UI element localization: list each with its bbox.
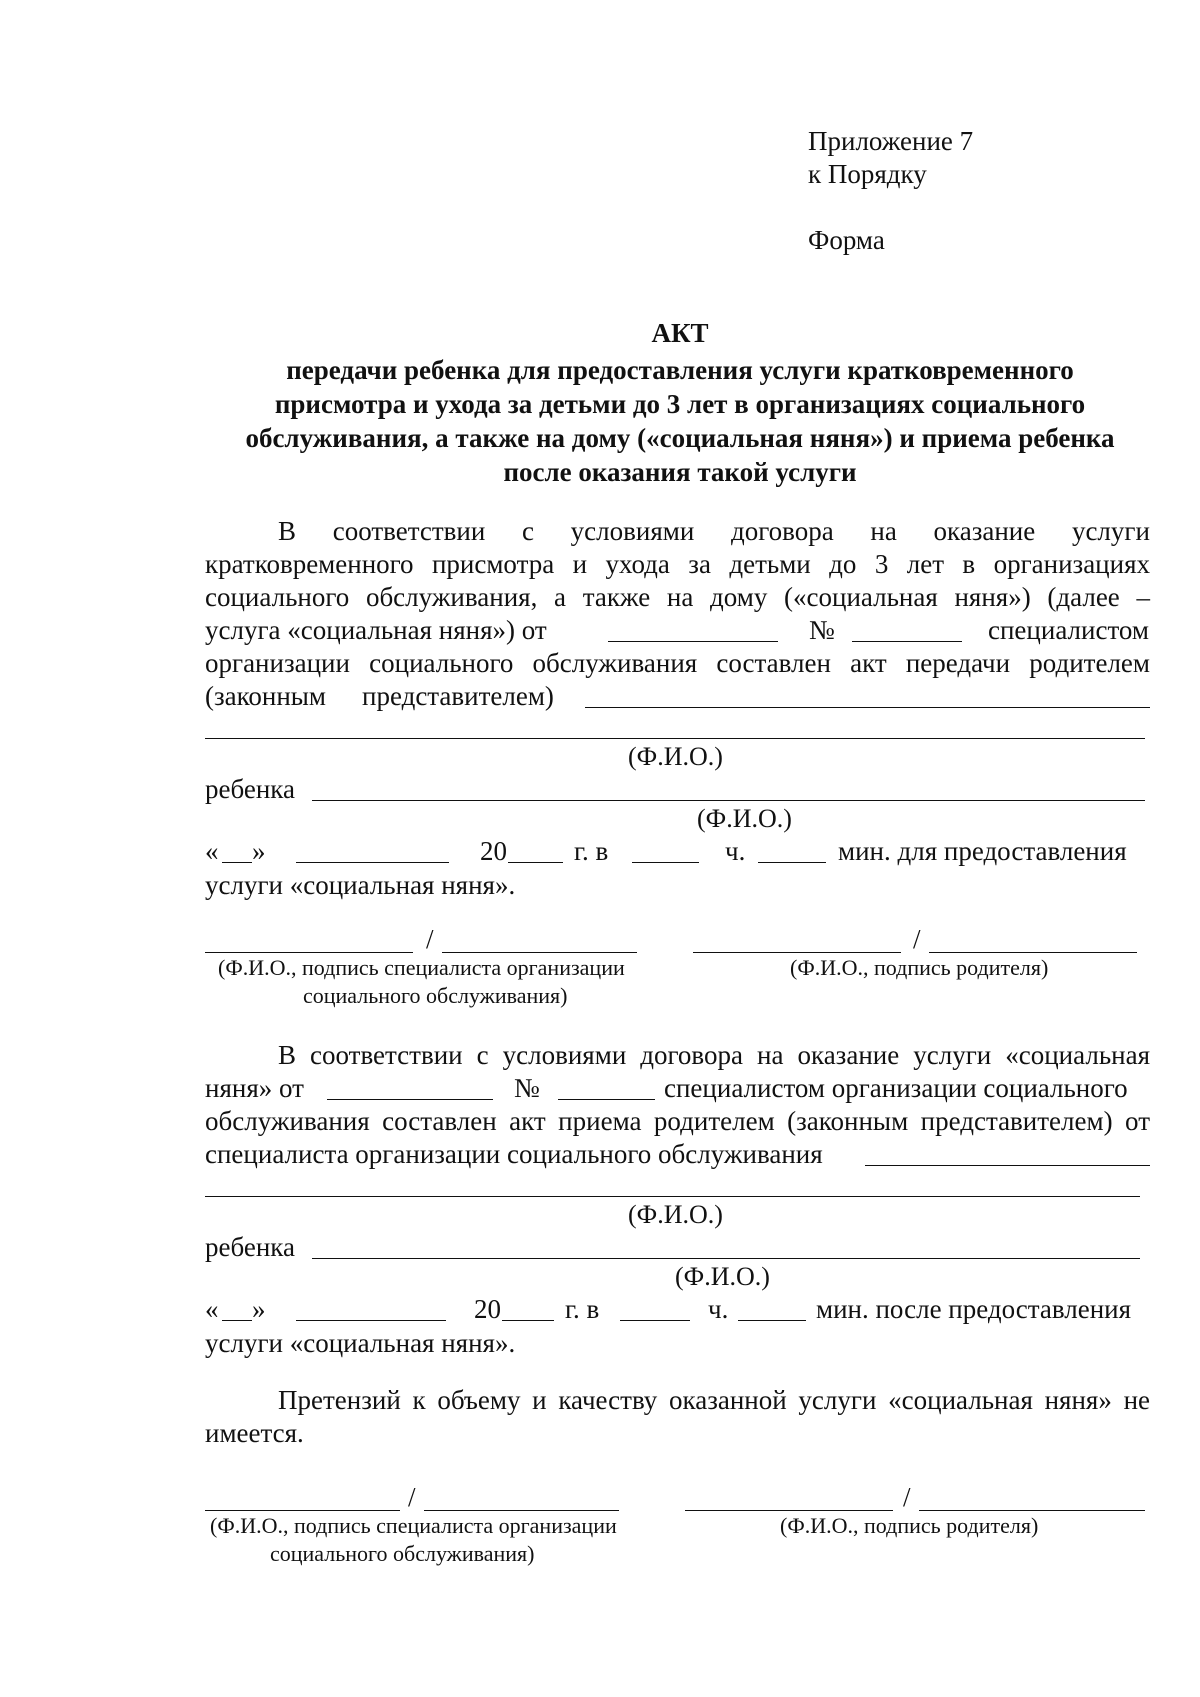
s1-word: с	[521, 516, 534, 546]
hours-blank[interactable]	[632, 862, 699, 863]
day-blank[interactable]	[222, 862, 252, 863]
contract-number-blank-2[interactable]	[558, 1099, 655, 1100]
contract-number-blank[interactable]	[852, 641, 962, 642]
specialist-signature-blank[interactable]	[442, 952, 637, 953]
doc-title: АКТ	[651, 318, 709, 348]
specialist-sig-caption-2: социального обслуживания)	[303, 983, 568, 1008]
child-label: ребенка	[205, 774, 295, 804]
contract-date-blank[interactable]	[608, 641, 778, 642]
year-blank[interactable]	[508, 862, 563, 863]
doc-subtitle-line4: после оказания такой услуги	[503, 457, 857, 487]
parent-name-blank-2[interactable]	[205, 738, 1145, 739]
specialist-name-blank-3[interactable]	[205, 1196, 1140, 1197]
parent-name-sig-blank[interactable]	[693, 952, 901, 953]
minutes-blank[interactable]	[758, 862, 826, 863]
number-sign: №	[809, 615, 835, 645]
s2-specialist: специалистом организации социального	[664, 1073, 1128, 1103]
parent-sig-caption-2: (Ф.И.О., подпись родителя)	[780, 1513, 1039, 1538]
s2-nanny-from: няня» от	[205, 1073, 304, 1103]
year-suffix-2: г. в	[565, 1294, 600, 1324]
s1-line1	[278, 514, 1150, 548]
parent-signature-blank[interactable]	[929, 952, 1137, 953]
s1-service-from: услуга «социальная няня») от	[205, 615, 547, 645]
date-close-quote-2: »	[252, 1294, 266, 1324]
specialist-sig-caption-4: социального обслуживания)	[270, 1541, 535, 1566]
minutes-tail: мин. для предоставления	[838, 836, 1127, 866]
parent-signature-blank-2[interactable]	[919, 1510, 1145, 1511]
s1-legal: (законным	[205, 681, 327, 711]
s1-representative: представителем)	[362, 681, 554, 711]
specialist-name-blank-2[interactable]	[865, 1165, 1150, 1166]
month-blank[interactable]	[296, 862, 449, 863]
appendix-label: Приложение 7	[808, 126, 974, 156]
sig-slash: /	[426, 924, 434, 954]
s1-line5: организации социального обслуживания составлен акт передачи родителем	[205, 648, 1150, 678]
s1-word: В	[278, 516, 297, 546]
s2-line3: обслуживания составлен акт приема родителем (законным представителем) от	[205, 1106, 1150, 1136]
s1-word: условиями	[570, 516, 695, 546]
specialist-name-blank-4[interactable]	[205, 1510, 400, 1511]
hours-label: ч.	[725, 836, 746, 866]
month-blank-2[interactable]	[296, 1320, 446, 1321]
parent-sig-caption: (Ф.И.О., подпись родителя)	[790, 955, 1049, 980]
date-close-quote: »	[252, 836, 266, 866]
specialist-signature-blank-2[interactable]	[424, 1510, 619, 1511]
child-fio-caption: (Ф.И.О.)	[697, 804, 792, 833]
child-name-blank[interactable]	[312, 800, 1145, 801]
s1-word: соответствии	[332, 516, 486, 546]
year-prefix-2: 20	[474, 1294, 501, 1324]
parent-name-blank[interactable]	[585, 707, 1150, 708]
s1-specialist: специалистом	[988, 615, 1149, 645]
sig-slash-2: /	[903, 1482, 911, 1512]
s2-line1: В соответствии с условиями договора на оказание услуги «социальная	[278, 1040, 1150, 1070]
s1-line2: кратковременного присмотра и ухода за детьми до 3 лет в организациях	[205, 549, 1150, 579]
minutes-tail-2: мин. после предоставления	[816, 1294, 1132, 1324]
year-prefix: 20	[480, 836, 507, 866]
order-label: к Порядку	[808, 159, 927, 189]
doc-subtitle-line2: присмотра и ухода за детьми до 3 лет в организациях социального	[274, 389, 1086, 419]
s1-line3: социального обслуживания, а также на дому («социальная няня») (далее –	[205, 582, 1150, 612]
sig-slash-2: /	[408, 1482, 416, 1512]
number-sign-2: №	[514, 1073, 540, 1103]
contract-date-blank-2[interactable]	[327, 1099, 493, 1100]
fio-caption-2: (Ф.И.О.)	[628, 1200, 723, 1229]
fio-caption: (Ф.И.О.)	[628, 742, 723, 771]
child-label-2: ребенка	[205, 1232, 295, 1262]
s1-word: на	[870, 516, 897, 546]
sig-slash: /	[913, 924, 921, 954]
child-name-blank-2[interactable]	[312, 1258, 1140, 1259]
hours-label-2: ч.	[708, 1294, 729, 1324]
specialist-name-blank[interactable]	[205, 952, 413, 953]
parent-name-sig-blank-2[interactable]	[685, 1510, 893, 1511]
s3-line2: имеется.	[205, 1418, 304, 1448]
s1-word: договора	[730, 516, 834, 546]
minutes-blank-2[interactable]	[738, 1320, 806, 1321]
date-open-quote-2: «	[205, 1294, 219, 1324]
s2-line4: специалиста организации социального обслуживания	[205, 1139, 823, 1169]
year-blank-2[interactable]	[502, 1320, 554, 1321]
form-label: Форма	[808, 225, 885, 255]
hours-blank-2[interactable]	[620, 1320, 690, 1321]
s1-word: оказание	[933, 516, 1036, 546]
s1-word: услуги	[1071, 516, 1150, 546]
doc-subtitle-line1: передачи ребенка для предоставления услуги кратковременного	[286, 355, 1074, 385]
child-fio-caption-2: (Ф.И.О.)	[675, 1262, 770, 1291]
specialist-sig-caption-3: (Ф.И.О., подпись специалиста организации	[210, 1513, 617, 1538]
day-blank-2[interactable]	[222, 1320, 252, 1321]
year-suffix: г. в	[574, 836, 609, 866]
s3-line1: Претензий к объему и качеству оказанной услуги «социальная няня» не	[278, 1385, 1150, 1415]
date-open-quote: «	[205, 836, 219, 866]
doc-subtitle-line3: обслуживания, а также на дому («социальная няня») и приема ребенка	[245, 423, 1115, 453]
service-name: услуги «социальная няня».	[205, 870, 516, 900]
specialist-sig-caption: (Ф.И.О., подпись специалиста организации	[218, 955, 625, 980]
service-name-2: услуги «социальная няня».	[205, 1328, 516, 1358]
